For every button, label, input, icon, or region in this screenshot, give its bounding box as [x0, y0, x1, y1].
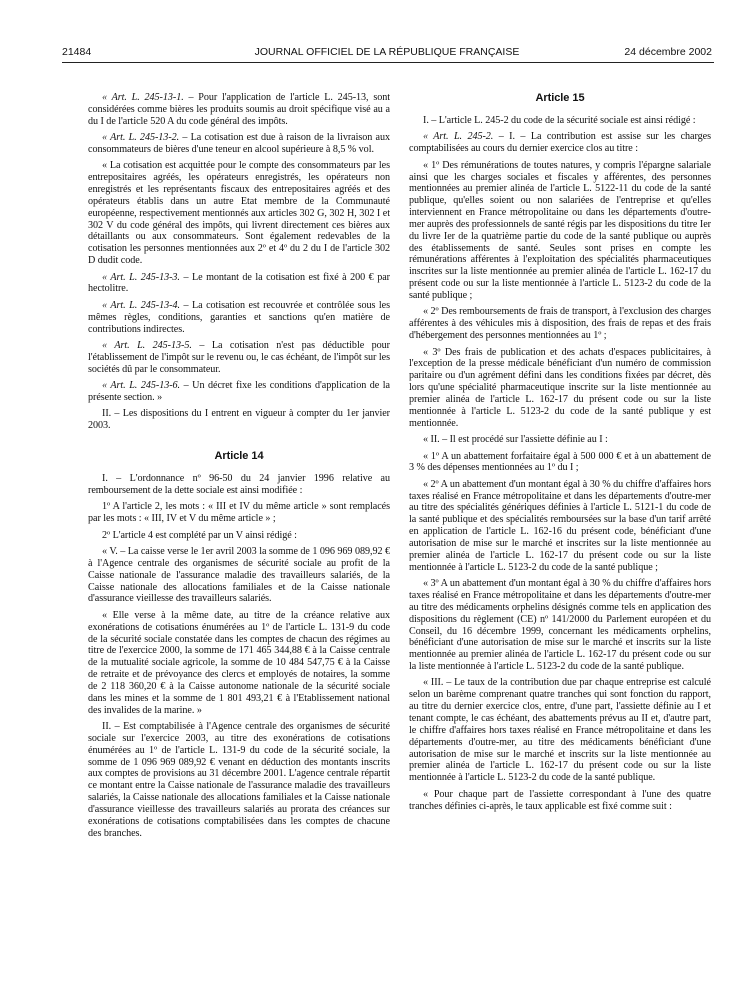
paragraph-text: – Le montant de la cotisation est fixé à 200 € par hectolitre. — [88, 271, 390, 295]
paragraph — [88, 92, 390, 128]
paragraph — [88, 132, 390, 156]
paragraph-text: – Un décret fixe les conditions d'application de la présente section. » — [88, 380, 390, 403]
article-label: « Art. L. 245-13-2. — [102, 132, 180, 144]
paragraph: « 2º Des remboursements de frais de transport, à l'exclusion des charges afférentes à des véhicules mis à disposition, des frais de repas et des frais d'hébergement des personnes mentionnées au 1º ; — [409, 306, 711, 342]
page-number: 21484 — [62, 46, 92, 58]
paragraph-text: – La cotisation est due à raison de la livraison aux consommateurs de bières d'une teneur en alcool supérieure à 8,5 % vol. — [88, 132, 390, 155]
paragraph-text: II. – Les dispositions du I entrent en vigueur à compter du 1er janvier 2003. — [88, 408, 390, 432]
article-14-title: Article 14 — [214, 450, 264, 463]
article-label: « Art. L. 245-13-1. — [102, 92, 184, 103]
issue-date: 24 décembre 2002 — [624, 46, 712, 58]
article-label: « Art. L. 245-13-3. — [102, 271, 180, 283]
article-15-body — [409, 160, 711, 813]
article-15-art-paragraph — [409, 131, 711, 155]
article-label: « Art. L. 245-13-6. — [102, 380, 181, 392]
paragraph: 1º A l'article 2, les mots : « III et IV du même article » sont remplacés par les mots : « III, IV et V du même article » ; — [88, 501, 390, 525]
left-top-paragraphs — [88, 92, 390, 432]
paragraph — [88, 300, 390, 336]
paragraph: « 3º Des frais de publication et des achats d'espaces publicitaires, à l'exception de la presse médicale bénéficiant d'un numéro de commission paritaire ou d'un agrément défini dans les conditions fixées par décret, dès lors qu'une spécialité pharmaceutique inscrite sur la liste mentionnée au premier alinéa de l'article L. 162-17 du présent code ou sur la liste mentionnée à l'article L. 5123-2 du code de la santé publique y est mentionnée. — [409, 346, 711, 429]
article-label: « Art. L. 245-13-4. — [102, 299, 180, 311]
journal-title: JOURNAL OFFICIEL DE LA RÉPUBLIQUE FRANÇAISE — [254, 46, 520, 58]
article-15-title: Article 15 — [535, 92, 585, 104]
paragraph: « III. – Le taux de la contribution due par chaque entreprise est calculé selon un barème comprenant quatre tranches qui sont fonction du rapport, au titre du dernier exercice clos, entre, d'une part, l'assiette définie au I et tenant compte, le cas échéant, des abattements prévus au II et, d'autre part, le chiffre d'affaires hors taxes réalisé en France métropolitaine et dans les départements d'outre-mer, au titre des médicaments bénéficiant d'une autorisation de mise sur le marché et inscrits sur la liste mentionnée au premier alinéa de l'article L. 162-17 du présent code ou sur la liste mentionnée à l'article L. 5123-2 du code de la santé publique. — [409, 677, 711, 784]
article-text: – I. – La contribution est assise sur les charges comptabilisées au cours du dernier exercice clos au titre : — [409, 131, 711, 155]
paragraph: « 3º A un abattement d'un montant égal à 30 % du chiffre d'affaires hors taxes réalisé en France métropolitaine et dans les départements d'outre-mer au titre des médicaments orphelins désignés comme tels en application des dispositions du règlement (CE) nº 141/2000 du Parlement européen et du Conseil, du 16 décembre 1999, concernant les médicaments orphelins, bénéficiant d'une autorisation de mise sur le marché et inscrits sur la liste mentionnée au premier alinéa de l'article L. 162-17 du présent code ou sur la liste mentionnée à l'article L. 5123-2 du code de la santé publique. — [409, 578, 711, 673]
article-label: « Art. L. 245-13-5. — [102, 340, 192, 351]
paragraph — [88, 340, 390, 376]
paragraph — [88, 272, 390, 296]
paragraph: « 1º A un abattement forfaitaire égal à 500 000 € et à un abattement de 3 % des dépenses mentionnées au 1º du I ; — [409, 450, 711, 474]
paragraph — [88, 408, 390, 432]
left-column — [88, 92, 390, 980]
page-header — [62, 44, 712, 60]
header-rule — [62, 62, 714, 63]
right-column — [409, 92, 711, 980]
paragraph: II. – Est comptabilisée à l'Agence centrale des organismes de sécurité sociale sur l'exercice 2003, au titre des exonérations de cotisations énumérées au 1º de l'article L. 131-9 du code de la sécurité sociale, la somme de 1 096 969 089,92 € venant en déduction des montants inscrits aux comptes de provisions au 31 décembre 2001. L'agence centrale répartit ce montant entre la Caisse nationale de l'assurance maladie des travailleurs salariés, la Caisse nationale des allocations familiales et la Caisse nationale d'assurance vieillesse des travailleurs salariés au prorata des créances sur exonérations de cotisations comptabilisées dans les comptes de chacune des branches. — [88, 721, 390, 839]
article-label: « Art. L. 245-2. — [423, 131, 494, 143]
paragraph: « II. – Il est procédé sur l'assiette définie au I : — [423, 434, 608, 446]
paragraph-text: – La cotisation est recouvrée et contrôlée sous les mêmes règles, conditions, garanties et sanctions qu'en matière de contributions indirectes. — [88, 299, 390, 335]
paragraph: I. – L'ordonnance nº 96-50 du 24 janvier 1996 relative au remboursement de la dette sociale est ainsi modifiée : — [88, 473, 390, 496]
article-14-body — [88, 473, 390, 839]
paragraph — [88, 160, 390, 267]
paragraph — [88, 380, 390, 404]
paragraph-text: – Pour l'application de l'article L. 245-13, sont considérées comme bières les produits soumis au droit spécifique visé au a du I de l'article 520 A du code général des impôts. — [88, 92, 390, 127]
paragraph: « V. – La caisse verse le 1er avril 2003 la somme de 1 096 969 089,92 € à l'Agence centrale des organismes de sécurité sociale au profit de la Caisse nationale de l'assurance maladie des travailleurs salariés, de la Caisse nationale des allocations familiales et de la Caisse nationale d'assurance vieillesse des travailleurs salariés. — [88, 546, 390, 605]
paragraph: « Elle verse à la même date, au titre de la créance relative aux exonérations de cotisations énumérées au 1º de l'article L. 131-9 du code de la sécurité sociale constatée dans les comptes de chacun des régimes au titre de l'exercice 2000, la somme de 171 465 344,88 € à la Caisse centrale de la mutualité sociale agricole, la somme de 10 484 547,75 € à la Caisse de retraite et de prévoyance des clercs et employés de notaires, la somme de 2 118 360,20 € à la Caisse autonome nationale de la sécurité sociale dans les mines et la somme de 1 801 493,21 € à l'Etablissement national des invalides de la marine. » — [88, 609, 390, 716]
paragraph: 2º L'article 4 est complété par un V ainsi rédigé : — [102, 529, 297, 541]
paragraph: « 1º Des rémunérations de toutes natures, y compris l'épargne salariale ainsi que les charges sociales et fiscales y afférentes, des personnes mentionnées au premier alinéa de l'article L. 5122-11 du code de la santé publique, qu'elles soient ou non salariées de l'entreprise et qu'elles interviennent en France métropolitaine ou dans les départements d'outre-mer auprès des professionnels de santé régis par les dispositions du titre Ier du livre Ier de la quatrième partie du code de la santé publique ou auprès des établissements de santé. Seules sont prises en compte les rémunérations afférentes à l'exploitation des spécialités pharmaceutiques inscrites sur la liste mentionnée au premier alinéa de l'article L. 162-17 du présent code ou sur la liste mentionnée à l'article L. 5123-2 du code de la santé publique ; — [409, 159, 711, 301]
paragraph-text: « La cotisation est acquittée pour le compte des consommateurs par les entrepositaires agréés, les opérateurs enregistrés, les opérateurs non enregistrés et les représentants fiscaux des entrepositaires agréés et des opérateurs établis dans un autre Etat membre de la Communauté européenne, respectivement mentionnés aux articles 302 G, 302 H, 302 I et 302 V du code général des impôts, qui livrent directement ces bières aux détaillants ou aux consommateurs. Sont également redevables de la cotisation les personnes mentionnées aux 2º et 4º du 2 du I de l'article 302 D dudit code. — [88, 160, 390, 267]
paragraph: « 2º A un abattement d'un montant égal à 30 % du chiffre d'affaires hors taxes réalisé en France métropolitaine et dans les départements d'outre-mer au titre des spécialités génériques définies à l'article L. 5121-1 du code de la santé publique et des spécialités remboursées sur la base d'un tarif arrêté en application de l'article L. 162-16 du présent code, bénéficiant d'une autorisation de mise sur le marché et inscrites sur la liste mentionnée au premier alinéa de l'article L. 162-17 du présent code ou sur la liste mentionnée à l'article L. 5123-2 du code de la santé publique ; — [409, 478, 711, 573]
paragraph-text: – La cotisation n'est pas déductible pour l'établissement de l'impôt sur le revenu ou, le cas échéant, de l'impôt sur les sociétés dû par le consommateur. — [88, 340, 390, 375]
paragraph: « Pour chaque part de l'assiette correspondant à l'une des quatre tranches définies ci-après, le taux applicable est fixé comme suit : — [409, 788, 711, 812]
article-15-intro: I. – L'article L. 245-2 du code de la sécurité sociale est ainsi rédigé : — [423, 115, 696, 126]
